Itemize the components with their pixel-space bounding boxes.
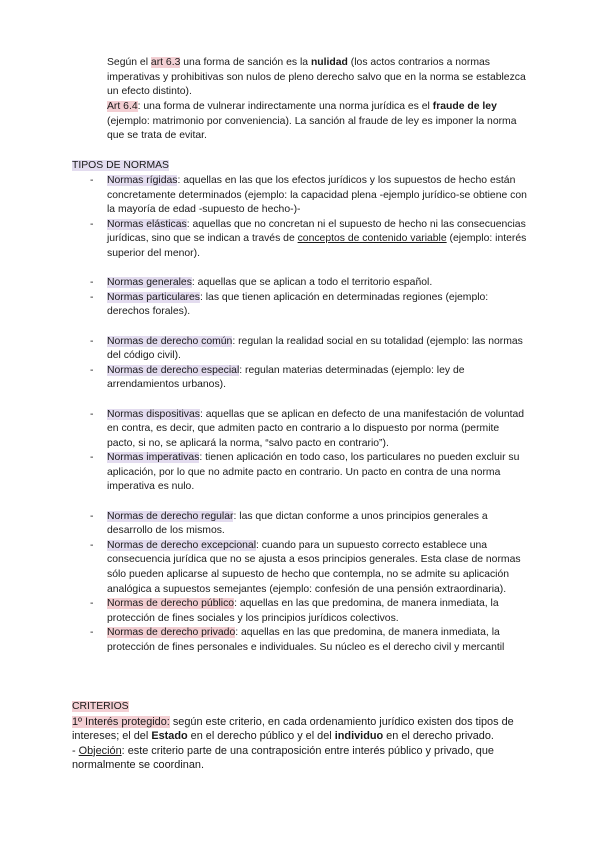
text: en el derecho privado. <box>383 730 494 743</box>
dash-bullet: - <box>90 218 94 230</box>
criterio-1-paragraph <box>72 715 534 744</box>
text: Según el <box>107 57 151 68</box>
term: Normas de derecho especial <box>107 364 240 376</box>
list-item <box>90 174 530 218</box>
dash-bullet: - <box>90 364 94 376</box>
definition: : aquellas que se aplican en defecto de una manifestación de voluntad en contra, es decir, que admiten pacto en contrario a lo dispuesto por norma (permite pacto, si no, se aplicará la norma, “salvo pacto en contrario”). <box>107 408 525 449</box>
term: Normas de derecho privado <box>107 627 236 639</box>
list-item <box>90 291 530 320</box>
dash-bullet: - <box>90 627 94 639</box>
definition: : aquellas que se aplican a todo el territorio español. <box>191 277 433 289</box>
definition: : regulan la realidad social en su totalidad (ejemplo: las normas del código civil). <box>107 335 523 362</box>
term: Normas dispositivas <box>107 408 200 420</box>
definition: : aquellas que no concretan ni el supuesto de hecho ni las consecuencias jurídicas, sino que se indican a través de <box>107 218 526 245</box>
definition: : aquellas en las que predomina, de manera inmediata, la protección de fines sociales y los principios jurídicos colectivos. <box>107 598 499 624</box>
definition: : las que tienen aplicación en determinadas regiones (ejemplo: derechos forales). <box>107 291 489 318</box>
dash-bullet: - <box>90 277 94 289</box>
dash-bullet: - <box>90 408 94 420</box>
objecion-paragraph <box>72 744 534 773</box>
bold-term-fraude-de-ley: fraude de ley <box>432 101 497 112</box>
spacer <box>90 393 530 408</box>
list-item <box>90 626 530 655</box>
underlined-term: Objeción <box>78 744 122 757</box>
section-heading-criterios <box>72 700 534 715</box>
spacer <box>90 320 530 335</box>
article-ref-6-3: art 6.3 <box>150 57 181 68</box>
bold-term-individuo: individuo <box>334 730 384 743</box>
term: Normas particulares <box>107 291 200 303</box>
text: en el derecho público y el del <box>187 730 335 743</box>
term: Normas imperativas <box>107 452 200 464</box>
heading-text: TIPOS DE NORMAS <box>72 160 169 171</box>
text: según este criterio, en cada ordenamiento jurídico existen dos tipos de intereses; el del <box>72 715 514 743</box>
list-item <box>90 597 530 626</box>
list-item <box>90 539 530 597</box>
bold-term-estado: Estado <box>151 730 188 743</box>
dash-bullet: - <box>90 335 94 347</box>
text: - <box>72 744 79 757</box>
definition: : aquellas en las que los efectos jurídicos y los supuestos de hecho están concretamente determinados (ejemplo: la capacidad plena -ejemplo jurídico-se obtiene con la mayoría de edad -supuesto de hecho-)- <box>107 175 527 216</box>
term: Normas de derecho público <box>107 598 235 610</box>
bold-term-nulidad: nulidad <box>310 57 348 68</box>
dash-bullet: - <box>90 539 94 551</box>
heading-text: CRITERIOS <box>72 701 129 712</box>
term: Normas de derecho excepcional <box>107 539 257 551</box>
dash-bullet: - <box>90 291 94 303</box>
definition: : aquellas en las que predomina, de manera inmediata, la protección de fines personales e individuales. Su núcleo es el derecho civil y mercantil <box>107 627 505 653</box>
underlined-concept: conceptos de contenido variable <box>297 233 447 245</box>
list-item <box>90 510 530 539</box>
tipos-list <box>90 174 530 656</box>
intro-paragraph-1 <box>107 56 527 100</box>
text: : este criterio parte de una contraposición entre interés público y privado, que normalmente se coordinan. <box>72 744 494 772</box>
term: 1º Interés protegido: <box>72 715 170 728</box>
text: (ejemplo: matrimonio por conveniencia). La sanción al fraude de ley es imponer la norma que se trata de evitar. <box>107 115 517 142</box>
term: Normas generales <box>107 277 192 289</box>
article-ref-6-4: Art 6.4 <box>107 101 138 112</box>
intro-paragraph-2 <box>107 100 527 144</box>
dash-bullet: - <box>90 510 94 522</box>
definition: (ejemplo: interés superior del menor). <box>107 233 527 259</box>
list-item <box>90 408 530 452</box>
term: Normas elásticas <box>107 218 187 230</box>
definition: : cuando para un supuesto correcto establece una consecuencia jurídica que no se ajusta a esos principios generales. Esta clase de normas sólo pueden aplicarse al supuesto de hecho que contempla, no se admite su aplicación analógica a supuestos semejantes (ejemplo: confesión de una pensión extraordinaria). <box>107 539 521 595</box>
list-item <box>90 451 530 495</box>
term: Normas de derecho regular <box>107 510 234 522</box>
spacer <box>90 262 530 277</box>
dash-bullet: - <box>90 452 94 464</box>
definition: : regulan materias determinadas (ejemplo: ley de arrendamientos urbanos). <box>107 364 465 391</box>
text: una forma de sanción es la <box>180 57 311 68</box>
list-item <box>90 335 530 364</box>
definition: : tienen aplicación en todo caso, los particulares no pueden excluir su aplicación, por lo que no admite pacto en contrario. Un pacto en contra de una norma imperativa es nulo. <box>107 452 520 493</box>
criterios-section <box>72 700 534 773</box>
text: : una forma de vulnerar indirectamente una norma jurídica es el <box>137 101 433 112</box>
spacer <box>90 495 530 510</box>
definition: : las que dictan conforme a unos principios generales a desarrollo de los mismos. <box>107 510 488 537</box>
text: (los actos contrarios a normas imperativas y prohibitivas son nulos de pleno derecho salvo que en la norma se establezca un efecto distinto). <box>107 57 526 98</box>
section-heading-tipos <box>72 159 532 174</box>
list-item <box>90 218 530 262</box>
dash-bullet: - <box>90 175 94 186</box>
list-item <box>90 276 530 291</box>
list-item <box>90 364 530 393</box>
term: Normas rígidas <box>107 175 178 186</box>
term: Normas de derecho común <box>107 335 233 347</box>
dash-bullet: - <box>90 598 94 610</box>
